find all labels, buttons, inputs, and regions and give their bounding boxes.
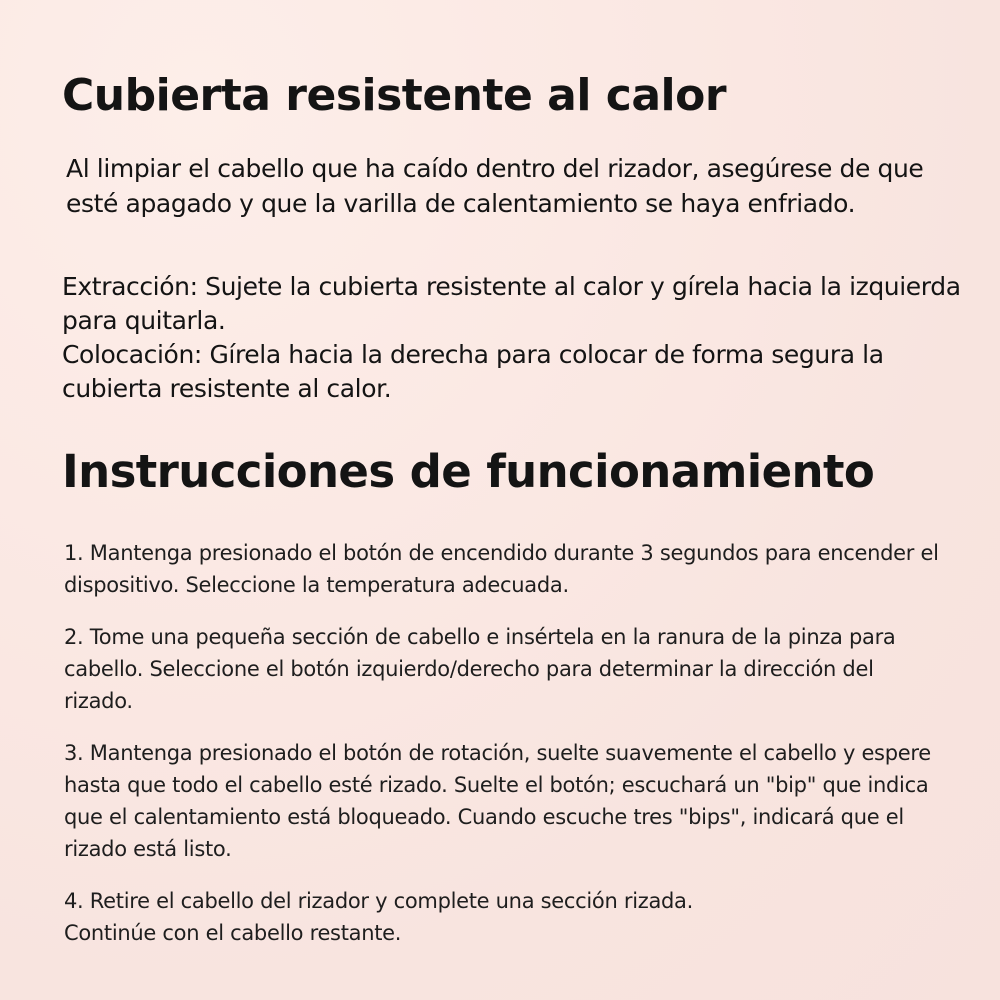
cover-removal-placement-text	[62, 270, 972, 406]
placement-instruction: Colocación: Gírela hacia la derecha para colocar de forma segura la cubierta resistente al calor.	[62, 340, 884, 403]
step-4-continuation: Continúe con el cabello restante.	[64, 921, 402, 945]
step-1: 1. Mantenga presionado el botón de encendido durante 3 segundos para encender el dispositivo. Seleccione la temperatura adecuada.	[64, 541, 939, 597]
step-3: 3. Mantenga presionado el botón de rotación, suelte suavemente el cabello y espere hasta que todo el cabello esté rizado. Suelte el botón; escuchará un "bip" que indica que el calentamiento está bloqueado. Cuando escuche tres "bips", indicará que el rizado está listo.	[64, 741, 931, 861]
operating-steps-list	[64, 537, 944, 969]
operating-instructions-heading: Instrucciones de funcionamiento	[62, 445, 875, 498]
step-2: 2. Tome una pequeña sección de cabello e insértela en la ranura de la pinza para cabello. Seleccione el botón izquierdo/derecho para determinar la dirección del rizado.	[64, 625, 896, 713]
step-4	[64, 885, 944, 949]
cleaning-instructions-text: Al limpiar el cabello que ha caído dentro del rizador, asegúrese de que esté apagado y que la varilla de calentamiento se haya enfriado.	[66, 154, 924, 218]
heat-resistant-cover-heading: Cubierta resistente al calor	[62, 70, 727, 121]
step-4-text: 4. Retire el cabello del rizador y complete una sección rizada.	[64, 889, 693, 913]
removal-instruction: Extracción: Sujete la cubierta resistente al calor y gírela hacia la izquierda para quitarla.	[62, 272, 961, 335]
